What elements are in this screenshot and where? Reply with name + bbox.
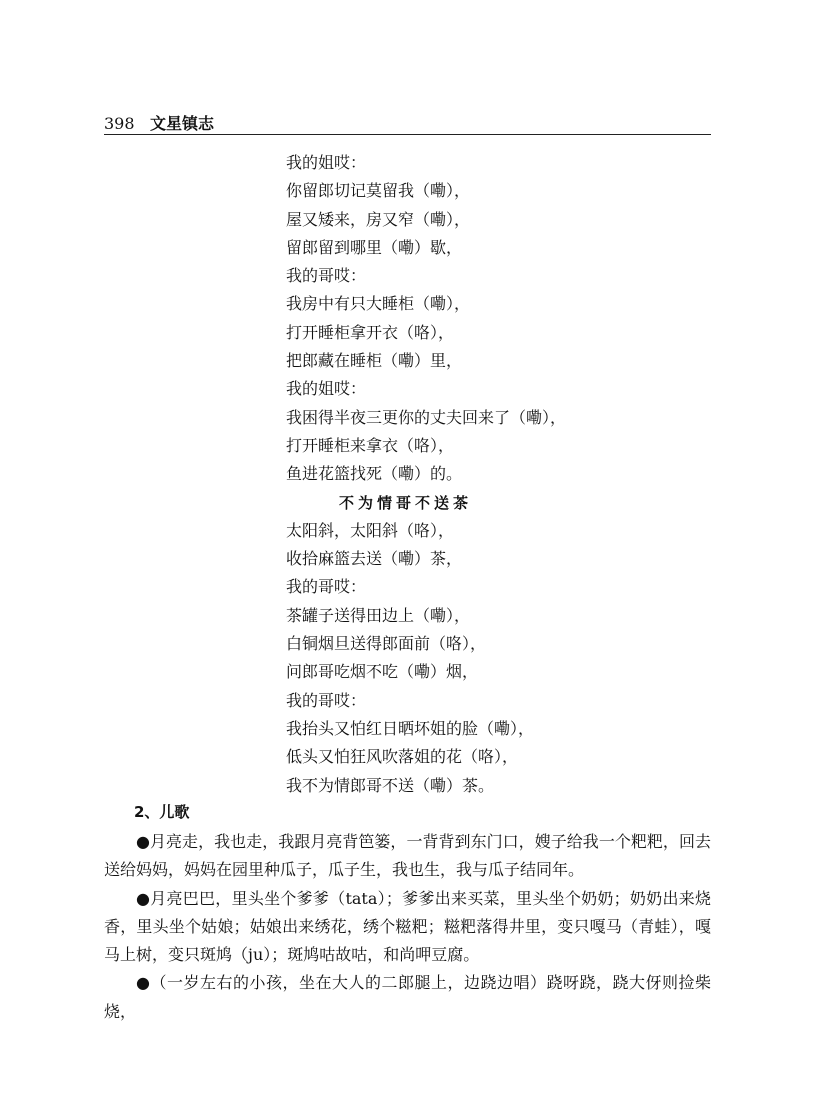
page-header <box>104 114 711 136</box>
verse-line: 我不为情郎哥不送（嘞）茶。 <box>286 775 495 795</box>
verse-line: 鱼进花篮找死（嘞）的。 <box>286 464 463 484</box>
verse-line: 我抬头又怕红日晒坏姐的脸（嘞）， <box>286 718 535 738</box>
verse-line: 低头又怕狂风吹落姐的花（咯）， <box>286 747 519 767</box>
verse-line: 你留郎切记莫留我（嘞）， <box>286 181 471 201</box>
verse-line: 留郎留到哪里（嘞）歇， <box>286 237 463 257</box>
paragraph: ●月亮巴巴，里头坐个爹爹（tata）；爹爹出来买菜，里头坐个奶奶；奶奶出来烧香，里头坐个姑娘；姑娘出来绣花，绣个糍粑；糍粑落得井里，变只嘎马（青蛙），嘎马上树，变只斑鸠（ju）；斑鸠咕故咕，和尚呷豆腐。 <box>104 888 711 965</box>
section-heading: 2、儿歌 <box>134 803 190 821</box>
verse-line: 太阳斜，太阳斜（咯）， <box>286 520 455 540</box>
verse-line: 白铜烟旦送得郎面前（咯）， <box>286 634 487 654</box>
verse-line: 我的姐哎： <box>286 379 367 399</box>
verse-line: 我困得半夜三更你的丈夫回来了（嘞）， <box>286 407 567 427</box>
verse-line: 问郎哥吃烟不吃（嘞）烟， <box>286 662 479 682</box>
verse-line: 我的哥哎： <box>286 577 367 597</box>
book-title: 文星镇志 <box>150 114 215 133</box>
verse-line: 打开睡柜来拿衣（咯）， <box>286 435 455 455</box>
verse-line: 打开睡柜拿开衣（咯）， <box>286 322 455 342</box>
nursery-rhymes-text <box>104 828 711 1026</box>
verse-line: 我的哥哎： <box>286 266 367 286</box>
folk-song-verse <box>286 149 716 800</box>
header-rule <box>104 134 711 135</box>
verse-line: 我的姐哎： <box>286 153 367 172</box>
verse-line: 我房中有只大睡柜（嘞）， <box>286 294 471 314</box>
verse-line: 收拾麻篮去送（嘞）茶， <box>286 549 463 569</box>
verse-line: 我的哥哎： <box>286 690 367 710</box>
song-title: 不为情哥不送茶 <box>339 493 473 512</box>
verse-line: 把郎藏在睡柜（嘞）里， <box>286 351 463 371</box>
paragraph: ●（一岁左右的小孩，坐在大人的二郎腿上，边跷边唱）跷呀跷，跷大伢则捡柴烧， <box>104 973 711 1021</box>
page-number: 398 <box>104 114 135 133</box>
verse-line: 茶罐子送得田边上（嘞）， <box>286 605 471 625</box>
verse-line: 屋又矮来，房又窄（嘞）， <box>286 209 471 229</box>
paragraph: ●月亮走，我也走，我跟月亮背笆篓，一背背到东门口，嫂子给我一个粑粑，回去送给妈妈，妈妈在园里种瓜子，瓜子生，我也生，我与瓜子结同年。 <box>104 832 711 880</box>
